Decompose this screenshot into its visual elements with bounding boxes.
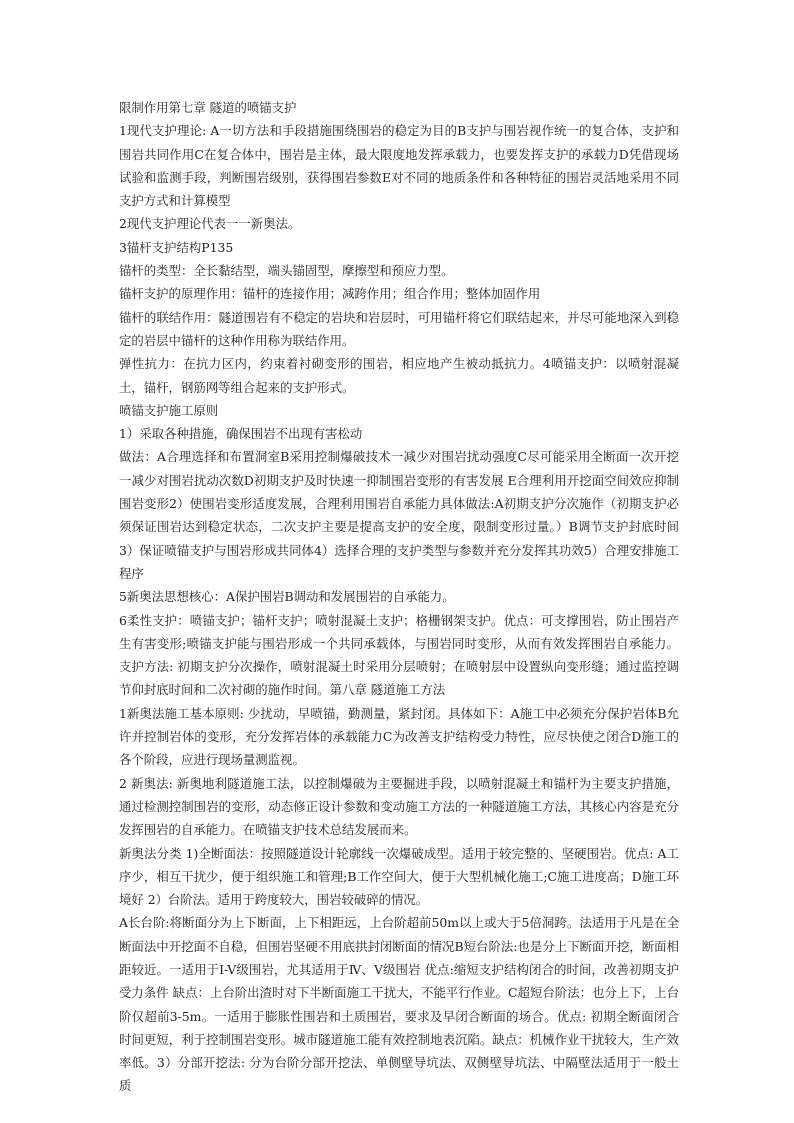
paragraph-natm-basic-principles: 1新奥法施工基本原则: 少扰动，早喷锚，勤测量，紧封闭。具体如下：A施工中必须充分保护岩体B允许并控制岩体的变形，充分发挥岩体的承载能力C为改善支护结构受力特性，应尽快使之闭合D施工的各个阶段，应进行现场量测监视。 bbox=[119, 705, 679, 768]
paragraph-bench-methods: A长台阶:将断面分为上下断面，上下相距远，上台阶超前50m以上或大于5倍洞跨。法适用于凡是在全断面法中开挖面不自稳，但围岩坚硬不用底拱封闭断面的情况B短台阶法:也是分上下断面开挖，断面相距较近。一适用于I-V级围岩，尤其适用于Ⅳ、Ⅴ级围岩 优点:缩短支护结构闭合的时间，改善初期支护受力条件 缺点：上台阶出渣时对下半断面施工干扰大，不能平行作业。C超短台阶法：也分上下，上台阶仅超前3-5m。一适用于膨胀性围岩和土质围岩，要求及早闭合断面的场合。优点: 初期全断面闭合时间更短，利于控制围岩变形。城市隧道施工能有效控制地表沉陷。缺点：机械作业干扰较大，生产效率低。3）分部开挖法: 分为台阶分部开挖法、单侧壁导坑法、双侧壁导坑法、中隔壁法适用于一般土质 bbox=[119, 915, 679, 1094]
paragraph-flexible-support: 6柔性支护：喷锚支护；锚杆支护；喷射混凝土支护；格栅钢架支护。优点：可支撑围岩，防止围岩产生有害变形;喷锚支护能与围岩形成一个共同承载体，与围岩同时变形，从而有效发挥围岩自承能力。支护方法: 初期支护分次操作，喷射混凝土时采用分层喷射；在喷射层中设置纵向变形缝；通过监控调节仰封底时间和二次衬砌的施作时间。第八章 隧道施工方法 bbox=[119, 612, 679, 698]
paragraph-construction-principles: 喷锚支护施工原则 bbox=[119, 402, 219, 418]
document-page bbox=[119, 96, 679, 1098]
paragraph-elastic-resistance: 弹性抗力：在抗力区内，约束着衬砌变形的围岩，相应地产生被动抵抗力。4喷锚支护：以喷射混凝土，锚杆，钢筋网等组合起来的支护形式。 bbox=[119, 356, 679, 395]
paragraph-methods: 做法：A合理选择和布置洞室B采用控制爆破技术一减少对围岩扰动强度C尽可能采用全断面一次开挖一减少对围岩扰动次数D初期支护及时快速一抑制围岩变形的有害发展 E合理利用开挖面空间效应抑制围岩变形2）使围岩变形适度发展，合理利用围岩自承能力具体做法:A初期支护分次施作（初期支护必须保证围岩达到稳定状态，二次支护主要是提高支护的安全度，限制变形过量。）B调节支护封底时间3）保证喷锚支护与围岩形成共同体4）选择合理的支护类型与参数并充分发挥其功效5）合理安排施工程序 bbox=[119, 449, 679, 581]
paragraph-modern-support-theory: 1现代支护理论: A一切方法和手段措施围绕围岩的稳定为目的B支护与围岩视作统一的复合体，支护和围岩共同作用C在复合体中，围岩是主体，最大限度地发挥承载力，也要发挥支护的承载力D凭借现场试验和监测手段，判断围岩级别，获得围岩参数E对不同的地质条件和各种特征的围岩灵活地采用不同支护方式和计算模型 bbox=[119, 123, 679, 209]
paragraph-anchor-types: 锚杆的类型：全长黏结型，端头锚固型，摩擦型和预应力型。 bbox=[119, 263, 454, 279]
paragraph-natm-core: 5新奥法思想核心：A保护围岩B调动和发展围岩的自承能力。 bbox=[119, 589, 455, 605]
paragraph-principle-1: 1）采取各种措施，确保围岩不出现有害松动 bbox=[119, 426, 363, 442]
paragraph-anchor-principle: 锚杆支护的原理作用：锚杆的连接作用；减跨作用；组合作用；整体加固作用 bbox=[119, 286, 541, 302]
paragraph-anchor-structure: 3锚杆支护结构P135 bbox=[119, 239, 234, 255]
paragraph-natm-definition: 2 新奥法: 新奥地利隧道施工法，以控制爆破为主要掘进手段，以喷射混凝土和锚杆为主要支护措施，通过检测控制围岩的变形，动态修正设计参数和变动施工方法的一种隧道施工方法，其核心内容是充分发挥围岩的自承能力。在喷锚支护技术总结发展而来。 bbox=[119, 775, 679, 838]
paragraph-natm-classification: 新奥法分类 1)全断面法：按照隧道设计轮廓线一次爆破成型。适用于较完整的、坚硬围岩。优点: A工序少，相互干扰少，便于组织施工和管理;B工作空间大，便于大型机械化施工;C施工进度高；D施工环境好 2）台阶法。适用于跨度较大，围岩较破碎的情况。 bbox=[119, 845, 679, 908]
paragraph-anchor-connection: 锚杆的联结作用：隧道围岩有不稳定的岩块和岩层时，可用锚杆将它们联结起来，并尽可能地深入到稳定的岩层中锚杆的这种作用称为联结作用。 bbox=[119, 309, 679, 348]
paragraph-theory-representative: 2现代支护理论代表一一新奥法。 bbox=[119, 216, 301, 232]
paragraph-chapter-heading: 限制作用第七章 隧道的喷锚支护 bbox=[119, 100, 297, 115]
